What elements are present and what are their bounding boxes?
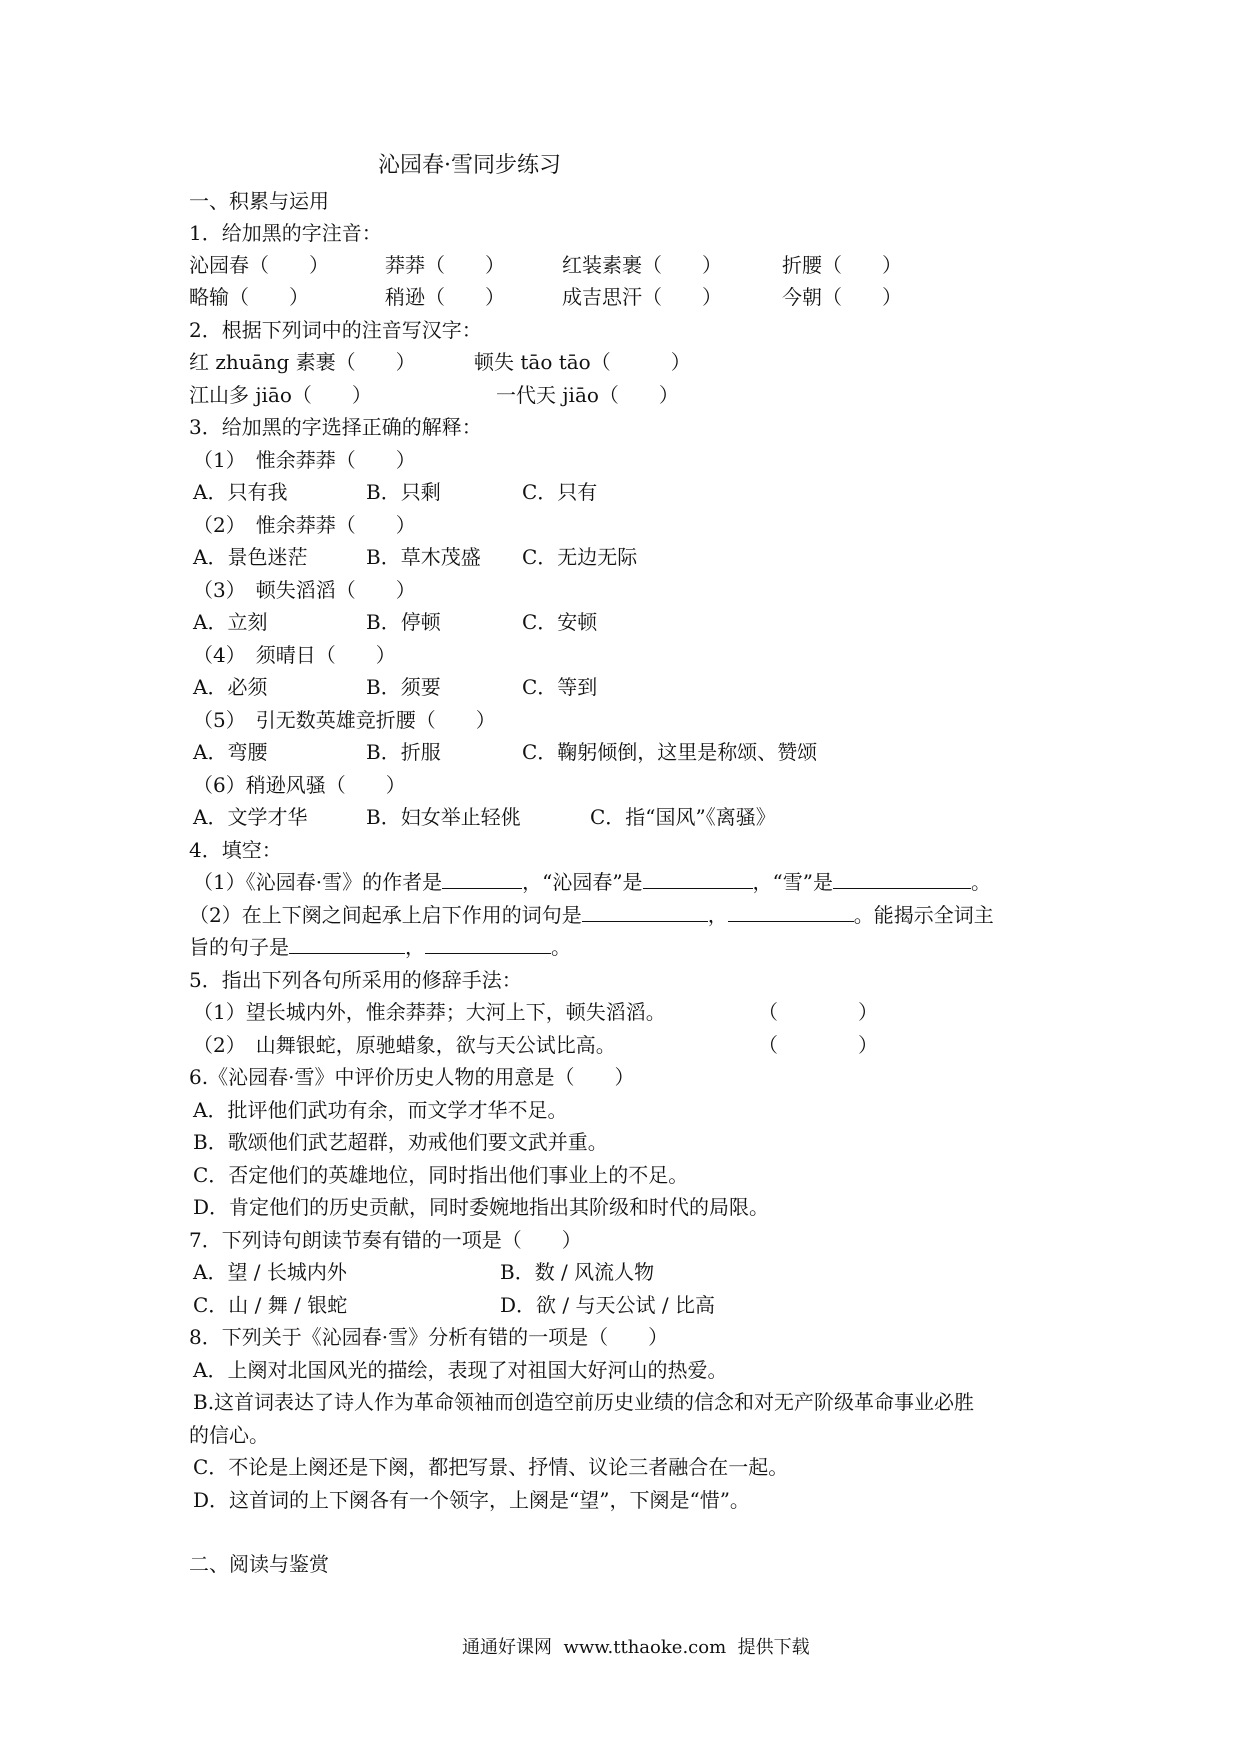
section-1-heading: 一、积累与运用 (189, 189, 329, 213)
q7-option: A．望 / 长城内外 (193, 1260, 347, 1284)
q4-line-1 (193, 869, 991, 895)
q6-option: B．歌颂他们武艺超群，劝戒他们要文武并重。 (193, 1130, 608, 1154)
q1-item: 折腰（ ） (782, 253, 902, 277)
q3-option: C．鞠躬倾倒，这里是称颂、赞颂 (522, 740, 818, 764)
q3-option: A．只有我 (193, 480, 288, 504)
q3-option: B．折服 (366, 740, 441, 764)
q4-line-3 (189, 934, 571, 960)
q2-item: 江山多 jiāo（ ） (189, 383, 372, 407)
q1-item: 今朝（ ） (782, 285, 902, 309)
q1-item: 稍逊（ ） (385, 285, 505, 309)
q5-answer-paren: （ ） (758, 1000, 878, 1024)
q3-option: A．弯腰 (193, 740, 268, 764)
q4-text: ， (405, 935, 425, 959)
q3-stem: 3．给加黑的字选择正确的解释： (189, 415, 482, 439)
answer-blank[interactable] (582, 903, 708, 922)
q3-question: （6）稍逊风骚（ ） (193, 773, 406, 797)
answer-blank[interactable] (833, 870, 971, 889)
q3-option: C．无边无际 (522, 545, 638, 569)
q5-sentence: （1）望长城内外，惟余莽莽；大河上下，顿失滔滔。 (193, 1000, 666, 1024)
q7-stem: 7．下列诗句朗读节奏有错的一项是（ ） (189, 1228, 582, 1252)
q4-text: 。 (551, 935, 571, 959)
q4-text: ，“雪”是 (752, 870, 833, 894)
q1-item: 成吉思汗（ ） (562, 285, 722, 309)
q5-answer-paren: （ ） (758, 1033, 878, 1057)
q4-text: 。能揭示全词主 (853, 903, 994, 927)
q6-stem: 6.《沁园春·雪》中评价历史人物的用意是（ ） (189, 1065, 635, 1089)
q4-text: （1）《沁园春·雪》的作者是 (193, 870, 443, 894)
q3-option: A．立刻 (193, 610, 268, 634)
q4-stem: 4．填空： (189, 838, 282, 862)
q8-option: B.这首词表达了诗人作为革命领袖而创造空前历史业绩的信念和对无产阶级革命事业必胜 (193, 1390, 975, 1414)
q2-item: 一代天 jiāo（ ） (496, 383, 679, 407)
q4-text: 。 (971, 870, 991, 894)
q3-option: B．妇女举止轻佻 (366, 805, 521, 829)
q3-option: B．草木茂盛 (366, 545, 481, 569)
q1-item: 沁园春（ ） (189, 253, 329, 277)
q8-stem: 8．下列关于《沁园春·雪》分析有错的一项是（ ） (189, 1325, 669, 1349)
q4-text: ， (707, 903, 728, 927)
q8-option: C．不论是上阕还是下阕，都把写景、抒情、议论三者融合在一起。 (193, 1455, 789, 1479)
q7-option: B．数 / 风流人物 (500, 1260, 655, 1284)
answer-blank[interactable] (442, 870, 522, 889)
q3-question: （5） 引无数英雄竞折腰（ ） (193, 708, 496, 732)
q8-option-continued: 的信心。 (189, 1423, 269, 1447)
q3-option: C．只有 (522, 480, 598, 504)
q3-option: C．指“国风”《离骚》 (590, 805, 776, 829)
q3-question: （2） 惟余莽莽（ ） (193, 513, 416, 537)
q3-option: C．安顿 (522, 610, 598, 634)
q1-item: 略输（ ） (189, 285, 309, 309)
q6-option: C．否定他们的英雄地位，同时指出他们事业上的不足。 (193, 1163, 689, 1187)
q8-option: D．这首词的上下阕各有一个领字，上阕是“望”，下阕是“惜”。 (193, 1488, 750, 1512)
q3-option: B．只剩 (366, 480, 441, 504)
q8-option: A．上阕对北国风光的描绘，表现了对祖国大好河山的热爱。 (193, 1358, 728, 1382)
page-title: 沁园春·雪同步练习 (378, 153, 561, 178)
answer-blank[interactable] (643, 870, 753, 889)
answer-blank[interactable] (425, 935, 551, 954)
q3-option: C．等到 (522, 675, 598, 699)
q5-sentence: （2） 山舞银蛇，原驰蜡象，欲与天公试比高。 (193, 1033, 616, 1057)
q4-text: 旨的句子是 (189, 935, 289, 959)
q1-item: 红装素裹（ ） (562, 253, 722, 277)
q7-option: C．山 / 舞 / 银蛇 (193, 1293, 348, 1317)
q2-stem: 2．根据下列词中的注音写汉字： (189, 318, 482, 342)
answer-blank[interactable] (289, 935, 405, 954)
q3-question: （3） 顿失滔滔（ ） (193, 578, 416, 602)
q3-question: （1） 惟余莽莽（ ） (193, 448, 416, 472)
footer-source: 通通好课网 www.tthaoke.com 提供下载 (462, 1637, 810, 1658)
q7-option: D．欲 / 与天公试 / 比高 (500, 1293, 715, 1317)
q4-text: （2）在上下阕之间起承上启下作用的词句是 (189, 903, 582, 927)
q2-item: 红 zhuāng 素裹（ ） (189, 350, 416, 374)
answer-blank[interactable] (728, 903, 854, 922)
q4-text: ，“沁园春”是 (522, 870, 643, 894)
q1-item: 莽莽（ ） (385, 253, 505, 277)
q3-option: B．须要 (366, 675, 441, 699)
q6-option: D．肯定他们的历史贡献，同时委婉地指出其阶级和时代的局限。 (193, 1195, 770, 1219)
q1-stem: 1．给加黑的字注音： (189, 221, 382, 245)
q3-option: A．景色迷茫 (193, 545, 308, 569)
q6-option: A．批评他们武功有余，而文学才华不足。 (193, 1098, 568, 1122)
q5-stem: 5．指出下列各句所采用的修辞手法： (189, 968, 522, 992)
section-2-heading: 二、阅读与鉴赏 (189, 1552, 329, 1576)
q4-line-2 (189, 902, 994, 928)
q3-option: B．停顿 (366, 610, 441, 634)
q3-option: A．必须 (193, 675, 268, 699)
q3-option: A．文学才华 (193, 805, 308, 829)
q3-question: （4） 须晴日（ ） (193, 643, 396, 667)
q2-item: 顿失 tāo tāo（ ） (474, 350, 691, 374)
